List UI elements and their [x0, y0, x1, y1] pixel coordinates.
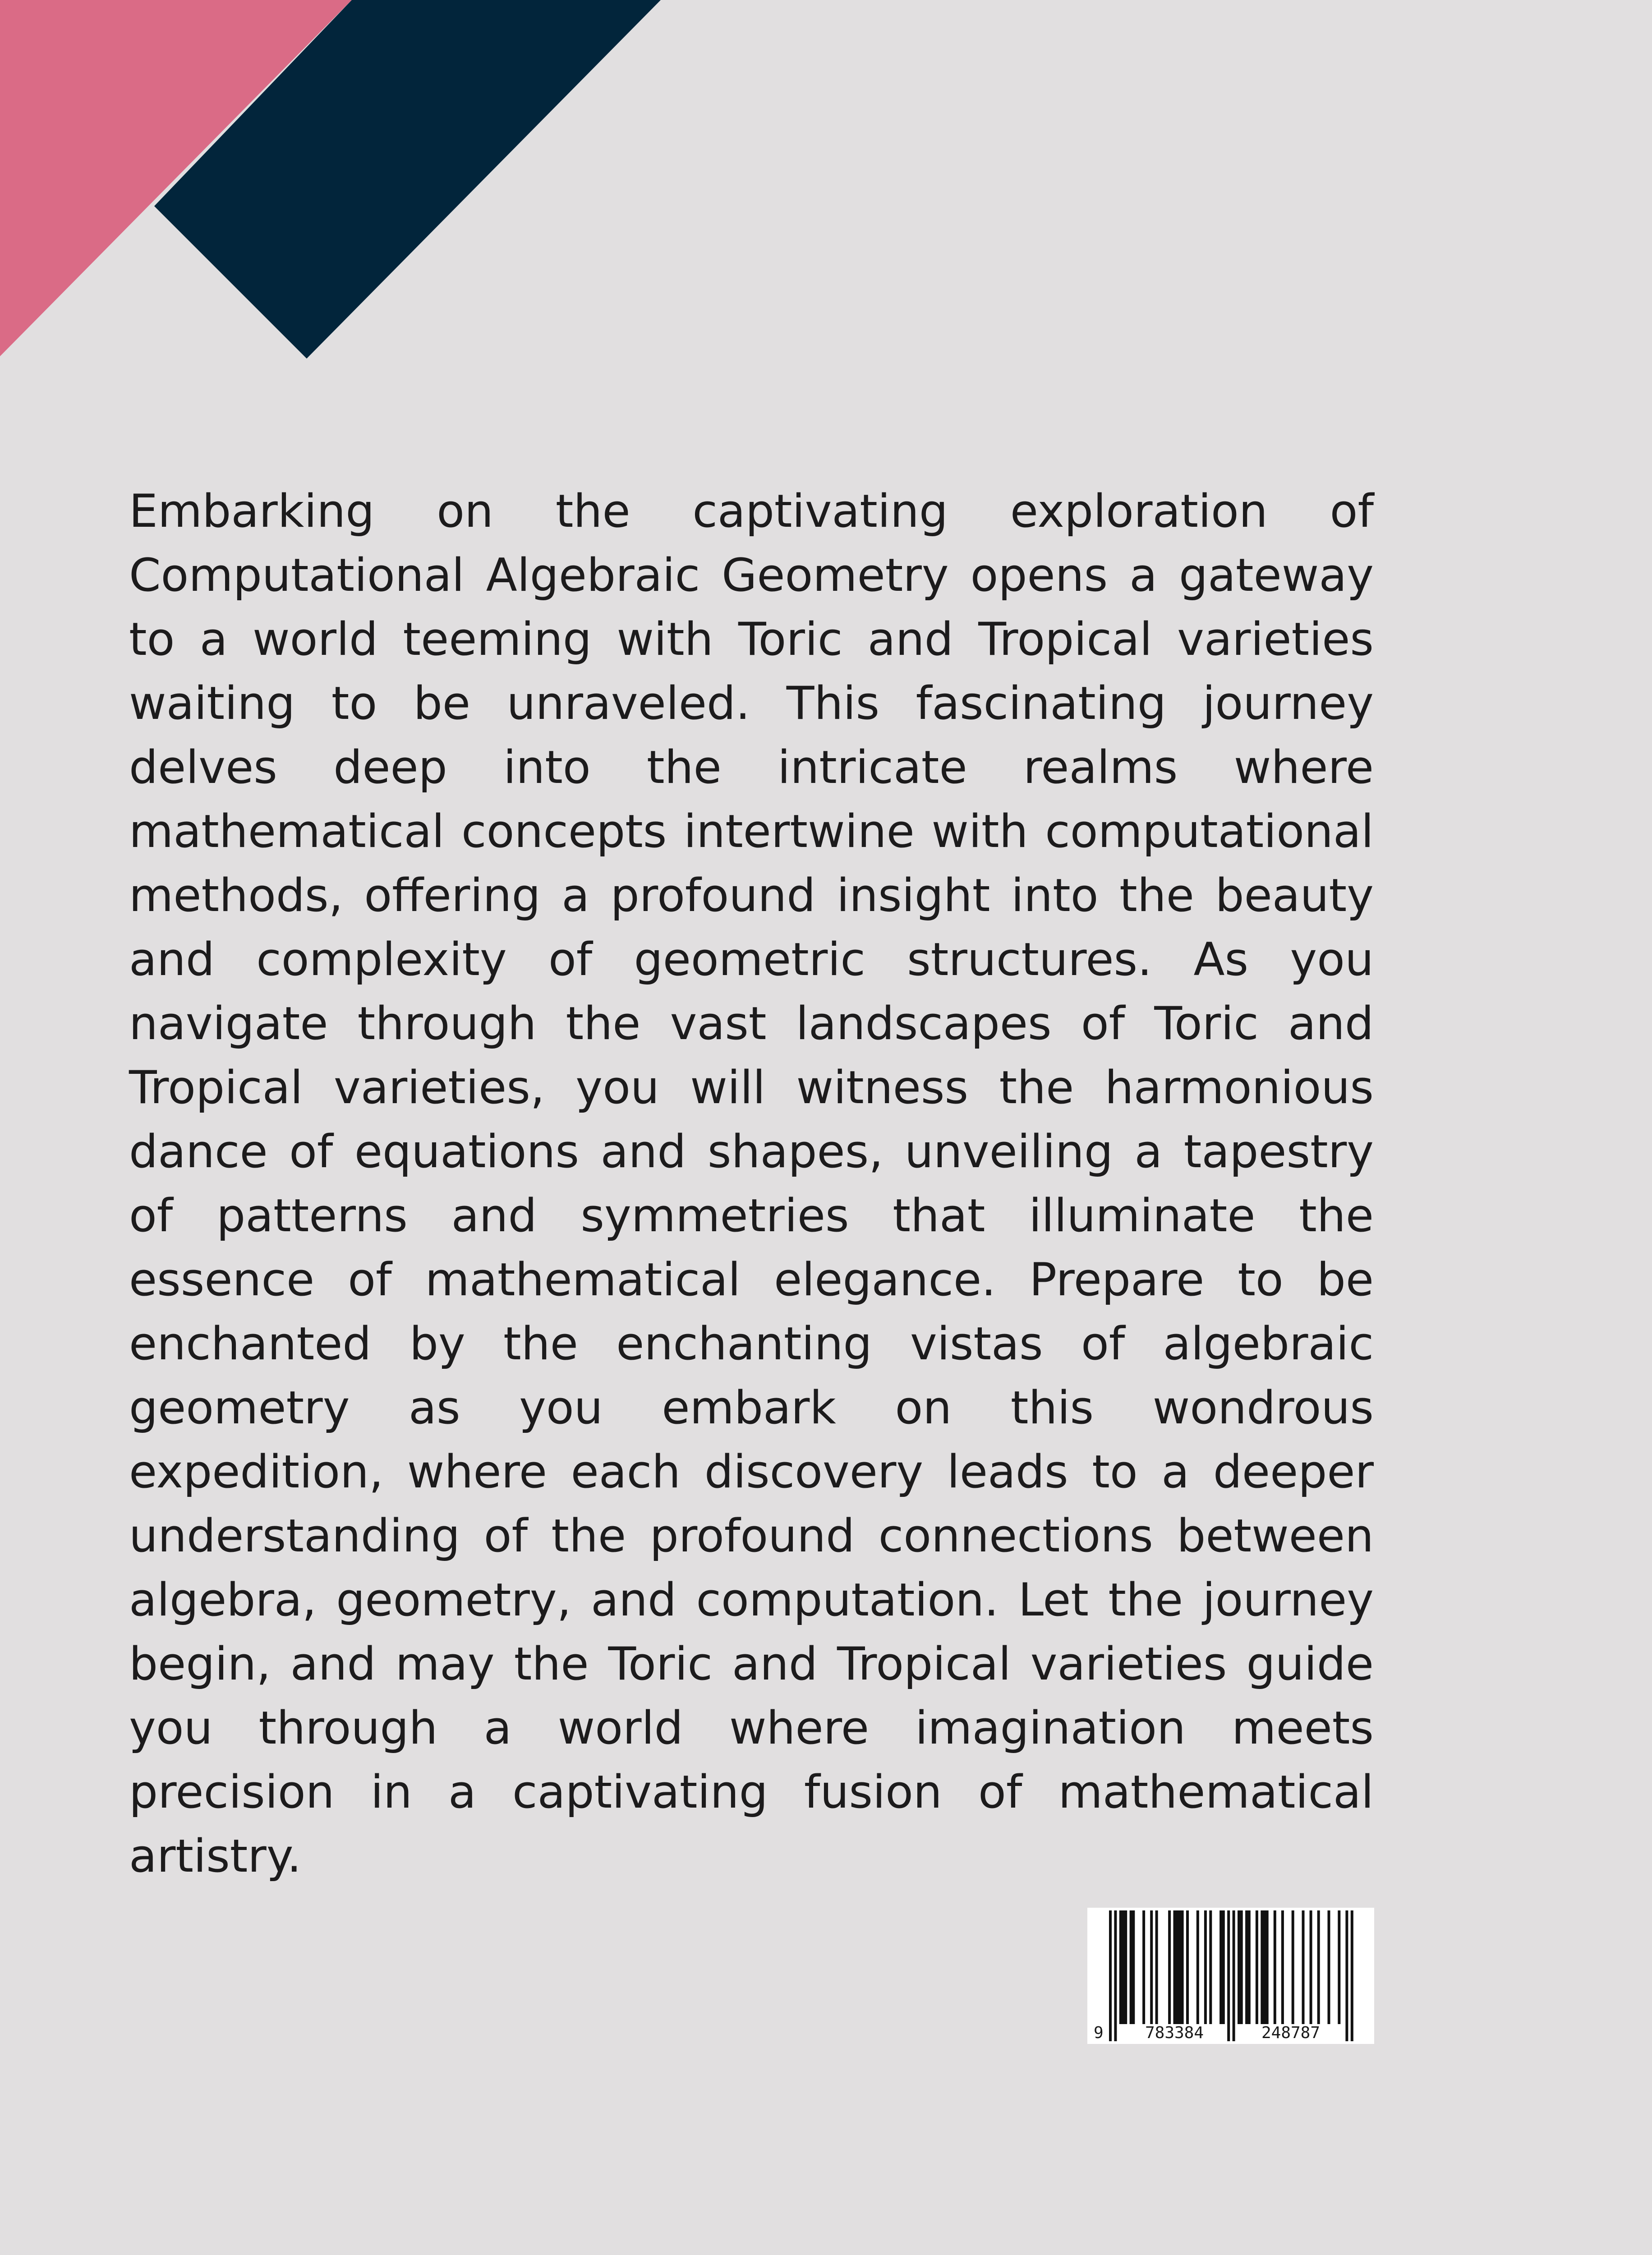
barcode-bar [1196, 1910, 1199, 2024]
barcode-bar [1328, 1910, 1330, 2024]
barcode-bar [1248, 1910, 1251, 2024]
barcode-bar [1142, 1910, 1145, 2024]
barcode-bar [1245, 1910, 1248, 2024]
isbn-barcode [1087, 1908, 1374, 2044]
back-cover-blurb: Embarking on the captivating exploration of Computational Algebraic Geometry opens a gateway to a world teeming with Toric and Tropical varieties waiting to be unraveled. This fascinating journey delves deep into the intricate realms where mathematical concepts intertwine with computational methods, offering a profound insight into the beauty and complexity of geometric structures. As you navigate through the vast landscapes of Toric and Tropical varieties, you will witness the harmonious dance of equations and shapes, unveiling a tapestry of patterns and symmetries that illuminate the essence of mathematical elegance. Prepare to be enchanted by the enchanting vistas of algebraic geometry as you embark on this wondrous expedition, where each discovery leads to a deeper understanding of the profound connections between algebra, geometry, and computation. Let the journey begin, and may the Toric and Tropical varieties guide you through a world where imagination meets precision in a captivating fusion of mathematical artistry. [129, 484, 1374, 1882]
barcode-bar [1281, 1910, 1284, 2024]
barcode-bar [1317, 1910, 1320, 2024]
barcode-bar [1119, 1910, 1122, 2024]
barcode-bar [1178, 1910, 1181, 2024]
barcode-bar [1338, 1910, 1340, 2024]
barcode-bar [1274, 1910, 1276, 2024]
barcode-lead-digit: 9 [1094, 2024, 1107, 2042]
barcode-bar [1186, 1910, 1189, 2024]
barcode-bars [1087, 1908, 1374, 2044]
barcode-bar [1173, 1910, 1176, 2024]
barcode-bar [1122, 1910, 1125, 2024]
barcode-bar [1222, 1910, 1225, 2024]
decorative-corner-shapes [0, 0, 676, 361]
barcode-bar [1266, 1910, 1269, 2024]
barcode-guard-bar [1109, 1910, 1112, 2041]
barcode-bar [1240, 1910, 1243, 2024]
barcode-bar [1292, 1910, 1294, 2024]
barcode-bar [1263, 1910, 1266, 2024]
barcode-guard-bar [1345, 1910, 1348, 2041]
barcode-guard-bar [1227, 1910, 1230, 2041]
barcode-bar [1204, 1910, 1207, 2024]
barcode-bar [1256, 1910, 1258, 2024]
barcode-bar [1209, 1910, 1212, 2024]
barcode-guard-bar [1351, 1910, 1353, 2041]
barcode-left-digits: 783384 [1123, 2024, 1226, 2042]
barcode-right-digits: 248787 [1240, 2024, 1342, 2042]
barcode-bar [1302, 1910, 1305, 2024]
barcode-bar [1155, 1910, 1158, 2024]
barcode-bar [1219, 1910, 1222, 2024]
barcode-bar [1310, 1910, 1312, 2024]
barcode-bar [1132, 1910, 1135, 2024]
barcode-bar [1181, 1910, 1184, 2024]
barcode-bar [1124, 1910, 1127, 2024]
barcode-bar [1130, 1910, 1132, 2024]
barcode-bar [1176, 1910, 1178, 2024]
barcode-bar [1238, 1910, 1240, 2024]
barcode-bar [1168, 1910, 1171, 2024]
barcode-guard-bar [1233, 1910, 1235, 2041]
barcode-bar [1261, 1910, 1263, 2024]
barcode-bar [1150, 1910, 1153, 2024]
barcode-guard-bar [1114, 1910, 1117, 2041]
